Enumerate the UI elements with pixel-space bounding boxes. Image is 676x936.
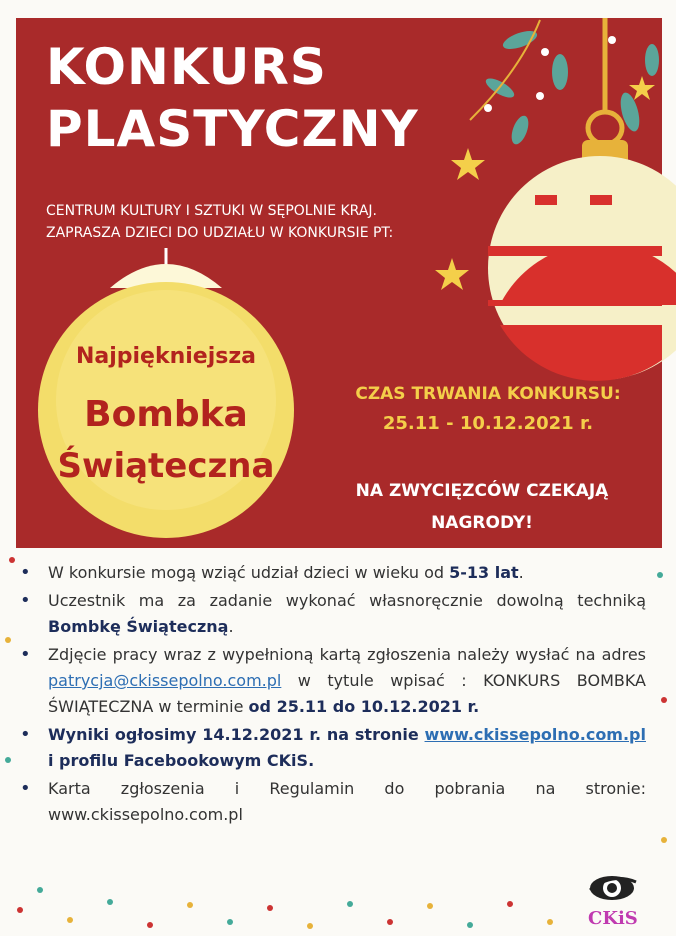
list-item: • Uczestnik ma za zadanie wykonać własnoręcznie dowolną techniką Bombkę Świąteczną. [20, 588, 646, 640]
bauble-text-line-3: Świąteczna [57, 446, 275, 486]
bullet-icon: • [20, 724, 31, 745]
title-line-2: PLASTYCZNY [46, 100, 419, 158]
holly-leaves [470, 20, 659, 146]
email-link[interactable]: patrycja@ckissepolno.com.pl [48, 671, 282, 690]
intro-line-2: ZAPRASZA DZIECI DO UDZIAŁU W KONKURSIE PT: [46, 225, 394, 241]
prizes-line-2: NAGRODY! [431, 513, 533, 533]
title-line-1: KONKURS [46, 38, 327, 96]
duration-label: CZAS TRWANIA KONKURSU: [355, 384, 621, 404]
bullet-icon: • [20, 590, 31, 611]
star-icon [435, 258, 469, 290]
intro-line-1: CENTRUM KULTURY I SZTUKI W SĘPOLNIE KRAJ. [46, 203, 378, 219]
ckis-logo-text: CKiS [588, 908, 638, 929]
bauble-text-line-2: Bombka [84, 394, 248, 435]
intro-text [46, 200, 393, 244]
star-icon [451, 148, 485, 180]
star-icon [629, 76, 655, 100]
bullet-icon: • [20, 778, 31, 799]
duration-dates: 25.11 - 10.12.2021 r. [382, 413, 594, 434]
bauble-left [38, 248, 294, 538]
bullet-icon: • [20, 562, 31, 583]
list-item: • W konkursie mogą wziąć udział dzieci w wieku od 5-13 lat. [20, 560, 646, 586]
page-title [46, 36, 419, 160]
website-link[interactable]: www.ckissepolno.com.pl [424, 725, 646, 744]
list-item: • Karta zgłoszenia i Regulamin do pobrania na stronie: www.ckissepolno.com.pl [20, 776, 646, 828]
prizes-text [306, 475, 658, 539]
bullet-icon: • [20, 644, 31, 665]
rules-list [20, 560, 646, 830]
prizes-line-1: NA ZWYCIĘZCÓW CZEKAJĄ [355, 481, 609, 501]
list-item: • Wyniki ogłosimy 14.12.2021 r. na stronie www.ckissepolno.com.pl i profilu Facebookowym CKiS. [20, 722, 646, 774]
bauble-text-line-1: Najpiękniejsza [75, 344, 257, 369]
list-item: • Zdjęcie pracy wraz z wypełnioną kartą zgłoszenia należy wysłać na adres patrycja@ckissepolno.com.pl w tytule wpisać : KONKURS BOMBKA ŚWIĄTECZNA w terminie od 25.11 do 10.12.2021 r. [20, 642, 646, 720]
